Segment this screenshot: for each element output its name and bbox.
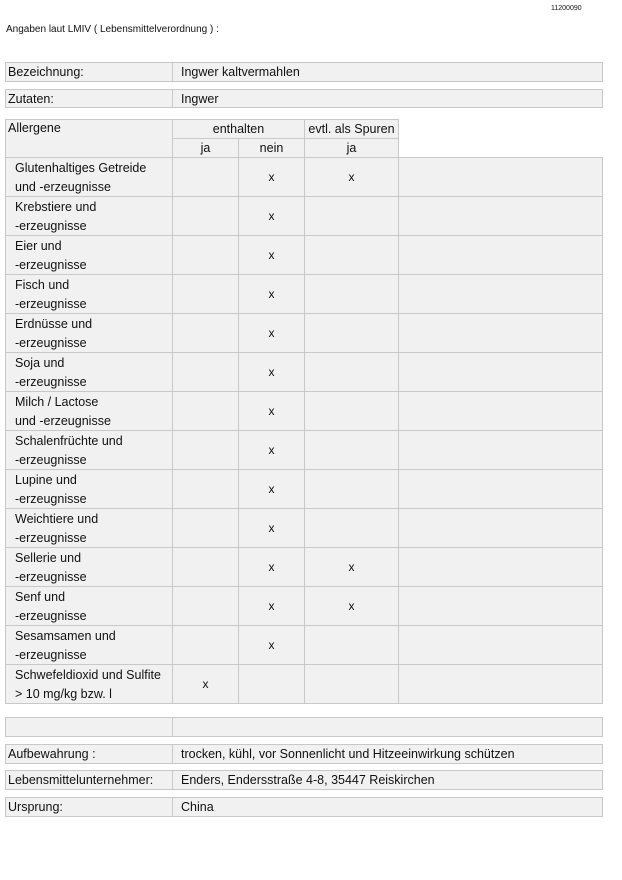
allergen-name: [5, 469, 173, 509]
allergen-name: [5, 586, 173, 626]
mark-spuren: [304, 508, 399, 548]
mark-spuren: x: [304, 586, 399, 626]
allergen-name: [5, 547, 173, 587]
mark-spuren: [304, 430, 399, 470]
allergen-name-line2: -erzeugnisse: [15, 570, 87, 584]
mark-nein: x: [238, 157, 305, 197]
allergen-name-line2: -erzeugnisse: [15, 258, 87, 272]
blank-cell: [398, 157, 603, 197]
blank-cell: [398, 430, 603, 470]
blank-cell: [398, 508, 603, 548]
blank-cell: [398, 196, 603, 236]
aufbewahrung-value: trocken, kühl, vor Sonnenlicht und Hitzeeinwirkung schützen: [172, 744, 603, 764]
header-no: nein: [238, 138, 305, 158]
mark-nein: x: [238, 235, 305, 275]
blank-cell: [398, 313, 603, 353]
allergen-name-line1: Schwefeldioxid und Sulfite: [15, 668, 161, 682]
allergen-name-line1: Sellerie und: [15, 551, 82, 565]
spacer-label: [5, 717, 173, 737]
allergen-name: [5, 313, 173, 353]
allergen-name: [5, 235, 173, 275]
allergen-name-line2: -erzeugnisse: [15, 492, 87, 506]
allergen-name-line1: Eier und: [15, 239, 62, 253]
allergen-name-line1: Weichtiere und: [15, 512, 99, 526]
mark-nein: x: [238, 625, 305, 665]
mark-nein: [238, 664, 305, 704]
allergen-name-line2: -erzeugnisse: [15, 297, 87, 311]
blank-cell: [398, 391, 603, 431]
allergen-name-line2: > 10 mg/kg bzw. l: [15, 687, 112, 701]
header-traces-yes: ja: [304, 138, 399, 158]
mark-ja: [172, 157, 239, 197]
allergen-name-line2: -erzeugnisse: [15, 375, 87, 389]
allergen-name-line2: -erzeugnisse: [15, 219, 87, 233]
mark-ja: [172, 235, 239, 275]
blank-cell: [398, 469, 603, 509]
zutaten-value: Ingwer: [172, 89, 603, 108]
mark-nein: x: [238, 274, 305, 314]
mark-ja: [172, 313, 239, 353]
allergen-name-line2: und -erzeugnisse: [15, 180, 111, 194]
allergen-name-line1: Schalenfrüchte und: [15, 434, 123, 448]
mark-spuren: [304, 352, 399, 392]
mark-nein: x: [238, 196, 305, 236]
allergen-name: [5, 196, 173, 236]
mark-ja: [172, 547, 239, 587]
allergen-name-line2: -erzeugnisse: [15, 336, 87, 350]
header-yes: ja: [172, 138, 239, 158]
allergen-name-line2: -erzeugnisse: [15, 531, 87, 545]
mark-nein: x: [238, 508, 305, 548]
mark-nein: x: [238, 352, 305, 392]
unternehmer-value: Enders, Endersstraße 4-8, 35447 Reiskirchen: [172, 770, 603, 790]
mark-ja: [172, 430, 239, 470]
header-contained: enthalten: [172, 119, 305, 139]
allergen-name: [5, 508, 173, 548]
mark-ja: [172, 352, 239, 392]
allergen-name: [5, 664, 173, 704]
mark-spuren: [304, 625, 399, 665]
allergen-name-line1: Milch / Lactose: [15, 395, 99, 409]
allergen-name-line1: Glutenhaltiges Getreide: [15, 161, 147, 175]
blank-cell: [398, 625, 603, 665]
mark-ja: [172, 469, 239, 509]
allergen-name: [5, 352, 173, 392]
allergen-name: [5, 391, 173, 431]
mark-nein: x: [238, 586, 305, 626]
mark-ja: [172, 274, 239, 314]
blank-cell: [398, 274, 603, 314]
mark-spuren: [304, 313, 399, 353]
ursprung-value: China: [172, 797, 603, 817]
mark-nein: x: [238, 547, 305, 587]
mark-spuren: [304, 235, 399, 275]
mark-ja: [172, 196, 239, 236]
mark-ja: [172, 391, 239, 431]
allergen-name-line1: Fisch und: [15, 278, 70, 292]
unternehmer-label: Lebensmittelunternehmer:: [5, 770, 173, 790]
bezeichnung-value: Ingwer kaltvermahlen: [172, 62, 603, 82]
allergen-name-line1: Erdnüsse und: [15, 317, 93, 331]
mark-spuren: x: [304, 157, 399, 197]
allergen-name-line1: Soja und: [15, 356, 65, 370]
spacer-value: [172, 717, 603, 737]
mark-nein: x: [238, 313, 305, 353]
allergen-name: [5, 430, 173, 470]
ursprung-label: Ursprung:: [5, 797, 173, 817]
mark-nein: x: [238, 391, 305, 431]
bezeichnung-label: Bezeichnung:: [5, 62, 173, 82]
allergen-name-line2: -erzeugnisse: [15, 648, 87, 662]
mark-nein: x: [238, 469, 305, 509]
mark-spuren: [304, 274, 399, 314]
mark-spuren: [304, 391, 399, 431]
allergen-name-line2: und -erzeugnisse: [15, 414, 111, 428]
blank-cell: [398, 664, 603, 704]
mark-spuren: [304, 664, 399, 704]
mark-spuren: x: [304, 547, 399, 587]
allergen-name-line2: -erzeugnisse: [15, 453, 87, 467]
blank-cell: [398, 352, 603, 392]
allergen-name-line2: -erzeugnisse: [15, 609, 87, 623]
header-traces: evtl. als Spuren: [304, 119, 399, 139]
zutaten-label: Zutaten:: [5, 89, 173, 108]
allergen-name-line1: Senf und: [15, 590, 66, 604]
blank-cell: [398, 547, 603, 587]
allergen-title: Allergene: [5, 119, 173, 158]
mark-ja: [172, 625, 239, 665]
mark-ja: x: [172, 664, 239, 704]
allergen-name: [5, 274, 173, 314]
mark-spuren: [304, 469, 399, 509]
mark-ja: [172, 586, 239, 626]
allergen-name-line1: Sesamsamen und: [15, 629, 116, 643]
allergen-name: [5, 625, 173, 665]
blank-cell: [398, 586, 603, 626]
mark-ja: [172, 508, 239, 548]
aufbewahrung-label: Aufbewahrung :: [5, 744, 173, 764]
allergen-name-line1: Krebstiere und: [15, 200, 97, 214]
allergen-name: [5, 157, 173, 197]
page-heading: Angaben laut LMIV ( Lebensmittelverordnung ) :: [6, 24, 219, 35]
mark-nein: x: [238, 430, 305, 470]
allergen-name-line1: Lupine und: [15, 473, 77, 487]
document-number: 11200090: [551, 5, 582, 12]
mark-spuren: [304, 196, 399, 236]
blank-cell: [398, 235, 603, 275]
